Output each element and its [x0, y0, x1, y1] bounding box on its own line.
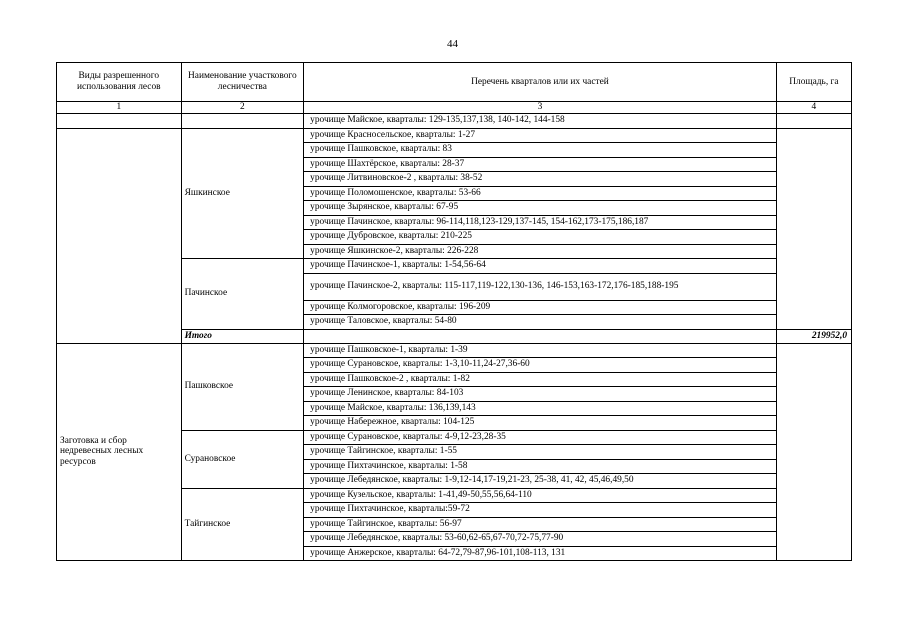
quarters-cell: урочище Лебедянское, кварталы: 53-60,62-65,67-70,72-75,77-90: [304, 532, 777, 547]
quarters-cell: урочище Ленинское, кварталы: 84-103: [304, 387, 777, 402]
total-area: 219952,0: [776, 329, 851, 343]
column-number: 1: [57, 102, 182, 114]
quarters-cell: урочище Красносельское, кварталы: 1-27: [304, 128, 777, 143]
quarters-cell: урочище Пашковское, кварталы: 83: [304, 143, 777, 158]
quarters-cell: урочище Тайгинское, кварталы: 56-97: [304, 517, 777, 532]
forestry-name: Тайгинское: [181, 488, 304, 561]
area-cell: [776, 343, 851, 561]
quarters-cell: урочище Майское, кварталы: 136,139,143: [304, 401, 777, 416]
use-type-cell: Заготовка и сбор недревесных лесных ресурсов: [57, 343, 182, 561]
quarters-cell: урочище Сурановское, кварталы: 1-3,10-11,24-27,36-60: [304, 358, 777, 373]
quarters-cell: урочище Таловское, кварталы: 54-80: [304, 315, 777, 330]
quarters-cell: урочище Колмогоровское, кварталы: 196-209: [304, 300, 777, 315]
header-forestry: Наименование участкового лесничества: [181, 63, 304, 102]
header-quarters: Перечень кварталов или их частей: [304, 63, 777, 102]
quarters-cell: урочище Поломошенское, кварталы: 53-66: [304, 186, 777, 201]
table-row: [57, 343, 852, 358]
quarters-cell: урочище Шахтёрское, кварталы: 28-37: [304, 157, 777, 172]
header-use-type: Виды разрешенного использования лесов: [57, 63, 182, 102]
quarters-cell: урочище Пихтачинское, кварталы: 1-58: [304, 459, 777, 474]
page-number: 44: [447, 38, 458, 50]
quarters-cell: урочище Анжерское, кварталы: 64-72,79-87,96-101,108-113, 131: [304, 546, 777, 561]
quarters-cell: урочище Кузельское, кварталы: 1-41,49-50,55,56,64-110: [304, 488, 777, 503]
quarters-table: [56, 62, 852, 561]
quarters-cell: урочище Пачинское-2, кварталы: 115-117,119-122,130-136, 146-153,163-172,176-185,188-195: [304, 273, 777, 300]
area-cell: [776, 114, 851, 129]
total-empty-cell: [304, 329, 777, 343]
forestry-name: Пачинское: [181, 259, 304, 330]
forestry-cell: [181, 114, 304, 129]
quarters-cell: урочище Сурановское, кварталы: 4-9,12-23,28-35: [304, 430, 777, 445]
table-row: [57, 128, 852, 143]
quarters-cell: урочище Майское, кварталы: 129-135,137,138, 140-142, 144-158: [304, 114, 777, 129]
quarters-cell: урочище Яшкинское-2, кварталы: 226-228: [304, 244, 777, 259]
area-cell: [776, 128, 851, 329]
quarters-cell: урочище Пихтачинское, кварталы:59-72: [304, 503, 777, 518]
quarters-cell: урочище Лебедянское, кварталы: 1-9,12-14,17-19,21-23, 25-38, 41, 42, 45,46,49,50: [304, 474, 777, 489]
column-number-row: [57, 102, 852, 114]
header-area: Площадь, га: [776, 63, 851, 102]
quarters-cell: урочище Литвиновское-2 , кварталы: 38-52: [304, 172, 777, 187]
forestry-name: Яшкинское: [181, 128, 304, 259]
quarters-cell: урочище Пачинское-1, кварталы: 1-54,56-64: [304, 259, 777, 274]
quarters-cell: урочище Пашковское-1, кварталы: 1-39: [304, 343, 777, 358]
total-label: Итого: [181, 329, 304, 343]
column-number: 3: [304, 102, 777, 114]
column-number: 2: [181, 102, 304, 114]
quarters-cell: урочище Тайгинское, кварталы: 1-55: [304, 445, 777, 460]
forestry-name: Пашковское: [181, 343, 304, 430]
table-row: [57, 114, 852, 129]
quarters-cell: урочище Пашковское-2 , кварталы: 1-82: [304, 372, 777, 387]
column-number: 4: [776, 102, 851, 114]
quarters-cell: урочище Пачинское, кварталы: 96-114,118,123-129,137-145, 154-162,173-175,186,187: [304, 215, 777, 230]
quarters-cell: урочище Набережное, кварталы: 104-125: [304, 416, 777, 431]
quarters-cell: урочище Зырянское, кварталы: 67-95: [304, 201, 777, 216]
quarters-cell: урочище Дубровское, кварталы: 210-225: [304, 230, 777, 245]
use-type-cell: [57, 114, 182, 129]
use-type-cell: [57, 128, 182, 343]
forestry-name: Сурановское: [181, 430, 304, 488]
table-header-row: [57, 63, 852, 102]
